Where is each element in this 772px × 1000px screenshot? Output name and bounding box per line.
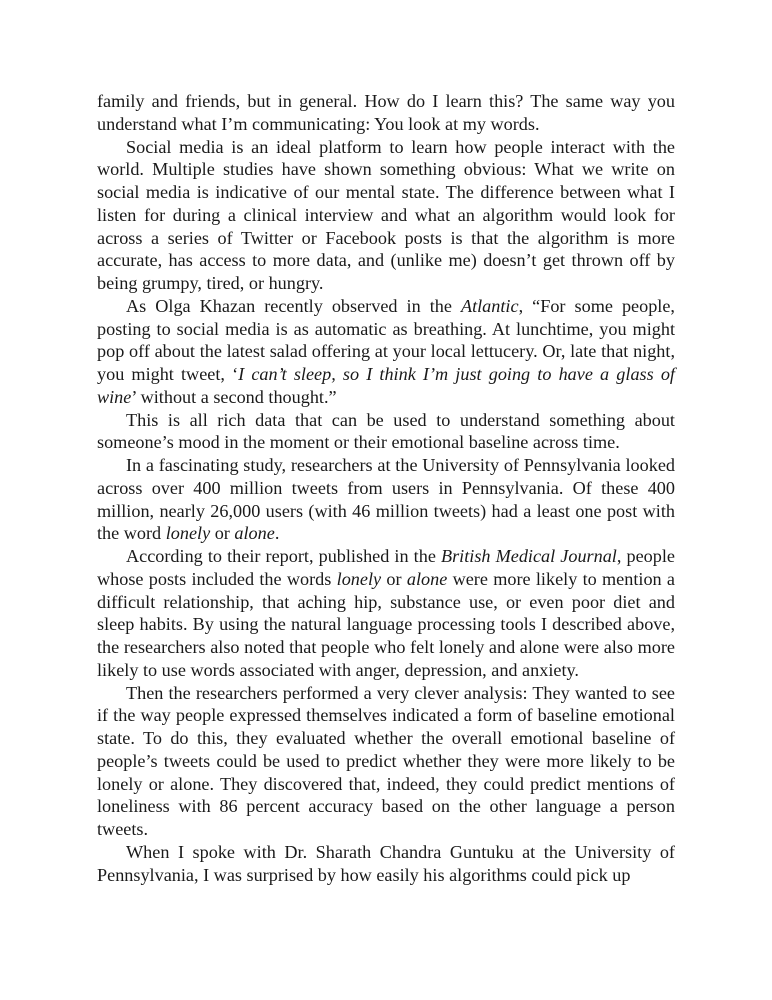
page-body xyxy=(97,90,675,886)
text-run: . xyxy=(274,523,280,544)
italic-text: I can’t sleep, so I think I’m just going to have a glass of wine xyxy=(97,364,675,407)
text-run: ’ without a second thought.” xyxy=(131,386,337,407)
text-run: As Olga Khazan recently observed in the xyxy=(126,295,461,316)
text-run: According to their report, published in the xyxy=(126,546,441,566)
text-run: In a fascinating study, researchers at the University of Pennsylvania looked across over 400 million tweets from users in Pennsylvania. Of these 400 million, nearly 26,000 users (with 46 million tweets) had a least one post with the word xyxy=(97,455,675,544)
text-run: Then the researchers performed a very clever analysis: They wanted to see if the way people expressed themselves indicated a form of baseline emotional state. To do this, they evaluated whether the overall emotional baseline of people’s tweets could be used to predict whether they were more likely to be lonely or alone. They discovered that, indeed, they could predict mentions of loneliness with 86 percent accuracy based on the other language a person tweets. xyxy=(97,682,675,839)
paragraph xyxy=(97,409,675,455)
italic-text: Atlantic xyxy=(460,295,519,316)
text-run: were more likely to mention a difficult relationship, that aching hip, substance use, or even poor diet and sleep habits. By using the natural language processing tools I described above, the researchers also noted that people who felt lonely and alone were also more likely to use words associated with anger, depression, and anxiety. xyxy=(97,568,676,680)
text-run: or xyxy=(210,523,235,544)
text-run: When I spoke with Dr. Sharath Chandra Guntuku at the University of Pennsylvania, I was surprised by how easily his algorithms could pick up xyxy=(97,841,675,885)
paragraph xyxy=(97,545,675,682)
text-run: family and friends, but in general. How do I learn this? The same way you understand what I’m communicating: You look at my words. xyxy=(97,91,675,134)
text-run: , “For some people, posting to social media is as automatic as breathing. At lunchtime, you might pop off about the latest salad offering at your local lettucery. Or, late that night, you might tweet, ‘ xyxy=(97,295,675,384)
paragraph xyxy=(97,295,675,409)
italic-text: alone xyxy=(234,523,275,544)
paragraph xyxy=(97,454,675,545)
text-run: , people whose posts included the words xyxy=(97,546,675,589)
italic-text: lonely xyxy=(165,523,211,544)
text-run: or xyxy=(381,568,407,589)
text-run: This is all rich data that can be used to understand something about someone’s mood in the moment or their emotional baseline across time. xyxy=(97,409,675,453)
text-run: Social media is an ideal platform to learn how people interact with the world. Multiple studies have shown something obvious: What we write on social media is indicative of our mental state. The difference between what I listen for during a clinical interview and what an algorithm would look for across a series of Twitter or Facebook posts is that the algorithm is more accurate, has access to more data, and (unlike me) doesn’t get thrown off by being grumpy, tired, or hungry. xyxy=(97,136,675,293)
italic-text: alone xyxy=(406,568,448,589)
paragraph xyxy=(97,841,675,887)
paragraph xyxy=(97,682,675,841)
paragraph xyxy=(97,136,675,295)
italic-text: British Medical Journal xyxy=(440,546,617,566)
italic-text: lonely xyxy=(336,568,382,589)
paragraph xyxy=(97,90,675,136)
